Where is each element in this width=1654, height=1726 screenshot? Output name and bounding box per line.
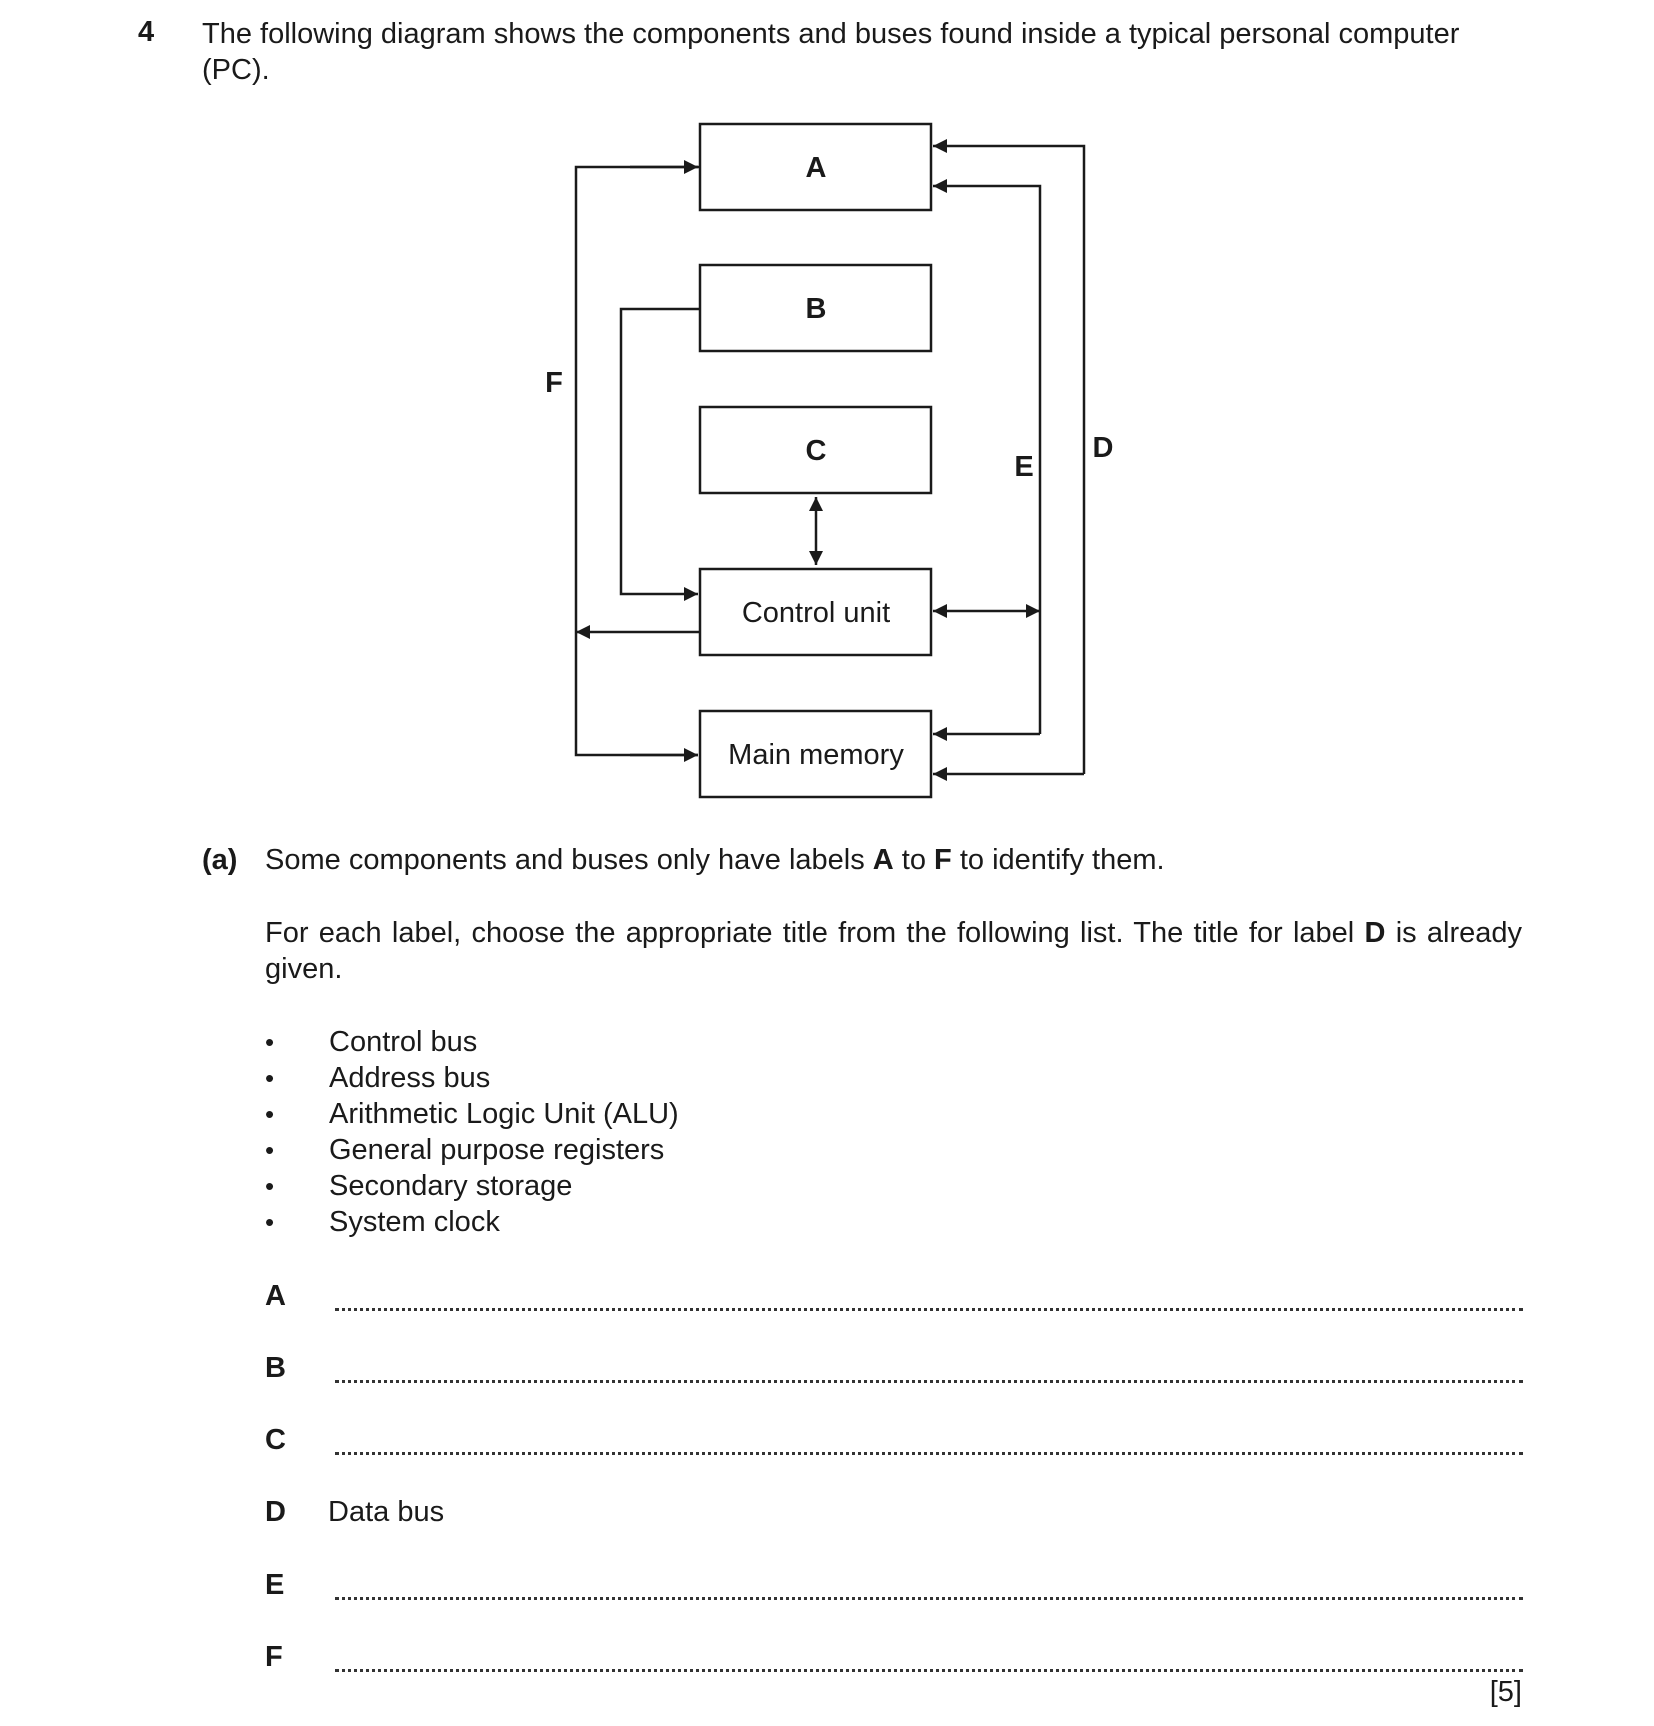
part-a-text [265, 842, 1165, 878]
option-item: • Arithmetic Logic Unit (ALU) [265, 1096, 679, 1132]
part-a-text-bold-f: F [934, 844, 952, 876]
answer-given-d: Data bus [328, 1496, 445, 1528]
answer-line-b[interactable] [335, 1380, 1523, 1383]
answer-key: E [265, 1569, 285, 1601]
part-a-instruction [265, 915, 1522, 987]
option-item: • System clock [265, 1204, 679, 1240]
bus-d-label: D [1092, 432, 1114, 464]
part-a-text-post: to identify them. [951, 844, 1165, 876]
options-list [265, 1024, 679, 1240]
option-item: • Control bus [265, 1024, 679, 1060]
answer-row-b [265, 1352, 1523, 1392]
answer-row-f [265, 1641, 1523, 1681]
answer-line-c[interactable] [335, 1452, 1523, 1455]
answer-row-c [265, 1424, 1523, 1464]
part-a-text-pre: Some components and buses only have labels [265, 844, 873, 876]
bus-f-label: F [545, 367, 563, 399]
bus-d-line [933, 146, 1084, 774]
bus-e-label: E [1014, 451, 1034, 483]
answer-line-a[interactable] [335, 1308, 1523, 1311]
answer-key: D [265, 1496, 286, 1528]
question-intro: The following diagram shows the components and buses found inside a typical personal computer (PC). [202, 18, 1460, 86]
answer-key: A [265, 1280, 286, 1312]
box-a-label: A [805, 152, 827, 184]
option-item: • Address bus [265, 1060, 679, 1096]
option-item: • Secondary storage [265, 1168, 679, 1204]
option-item: • General purpose registers [265, 1132, 679, 1168]
answer-key: B [265, 1352, 286, 1384]
answer-row-e [265, 1569, 1523, 1609]
part-a-label: (a) [202, 844, 238, 876]
answer-row-a [265, 1280, 1523, 1320]
box-control-unit-label: Control unit [741, 597, 891, 629]
computer-components-diagram [0, 0, 1654, 820]
box-b-label: B [805, 293, 827, 325]
instruction-bold-d: D [1364, 917, 1386, 949]
question-number: 4 [138, 16, 155, 48]
b-to-control-unit-line [621, 309, 700, 594]
bus-f-vertical [576, 167, 700, 755]
answer-key: F [265, 1641, 283, 1673]
answer-line-e[interactable] [335, 1597, 1523, 1600]
instruction-post: is already given. [265, 917, 1522, 985]
answer-key: C [265, 1424, 286, 1456]
answer-line-f[interactable] [335, 1669, 1523, 1672]
marks-allocation: [5] [1489, 1676, 1522, 1708]
part-a-text-mid: to [893, 844, 935, 876]
box-c-label: C [805, 435, 827, 467]
part-a-text-bold-a: A [872, 844, 894, 876]
instruction-pre: For each label, choose the appropriate title from the following list. The title for label [265, 917, 1365, 949]
box-main-memory-label: Main memory [728, 739, 904, 771]
answer-row-d [265, 1496, 1523, 1536]
